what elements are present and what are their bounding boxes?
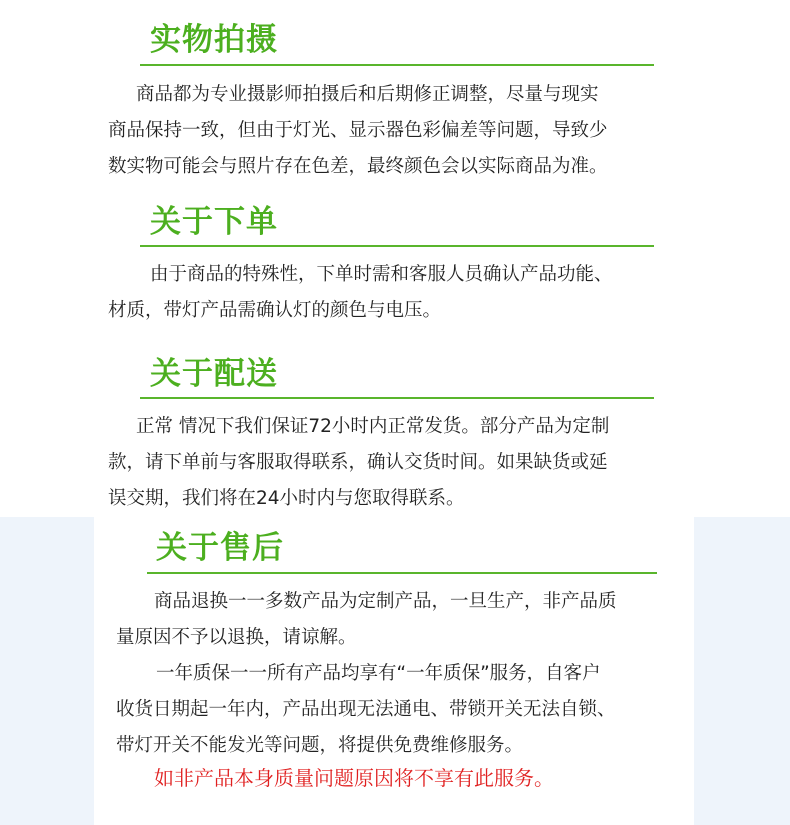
body-line: 数实物可能会与照片存在色差，最终颜色会以实际商品为准。 (108, 156, 608, 177)
title-underline (140, 245, 654, 247)
title-underline (147, 572, 657, 574)
section-body (108, 257, 613, 329)
title-underline (140, 64, 654, 66)
body-line: 商品退换一一多数产品为定制产品，一旦生产，非产品质 (154, 591, 617, 612)
body-line: 收货日期起一年内，产品出现无法通电、带锁开关无法自锁、 (116, 699, 616, 720)
body-line: 误交期，我们将在24小时内与您取得联系。 (108, 488, 465, 509)
body-line: 带灯开关不能发光等问题，将提供免费维修服务。 (116, 735, 524, 756)
body-line: 商品都为专业摄影师拍摄后和后期修正调整，尽量与现实 (136, 84, 599, 105)
section-body (108, 77, 608, 185)
body-line: 正常 情况下我们保证72小时内正常发货。部分产品为定制 (136, 416, 610, 437)
section-body (116, 584, 617, 764)
body-line: 由于商品的特殊性，下单时需和客服人员确认产品功能、 (150, 264, 613, 285)
section-title: 关于配送 (150, 356, 278, 392)
body-line: 材质，带灯产品需确认灯的颜色与电压。 (108, 300, 442, 321)
section-title: 关于售后 (156, 530, 284, 566)
notice-text: 如非产品本身质量问题原因将不享有此服务。 (154, 766, 554, 790)
body-line: 商品保持一致，但由于灯光、显示器色彩偏差等问题，导致少 (108, 120, 608, 141)
body-line: 款，请下单前与客服取得联系，确认交货时间。如果缺货或延 (108, 452, 608, 473)
section-body (108, 409, 609, 517)
section-title: 关于下单 (150, 204, 278, 240)
body-line: 一年质保一一所有产品均享有“一年质保”服务，自客户 (156, 663, 601, 684)
section-title: 实物拍摄 (150, 22, 278, 58)
body-line: 量原因不予以退换，请谅解。 (116, 627, 357, 648)
title-underline (140, 397, 654, 399)
